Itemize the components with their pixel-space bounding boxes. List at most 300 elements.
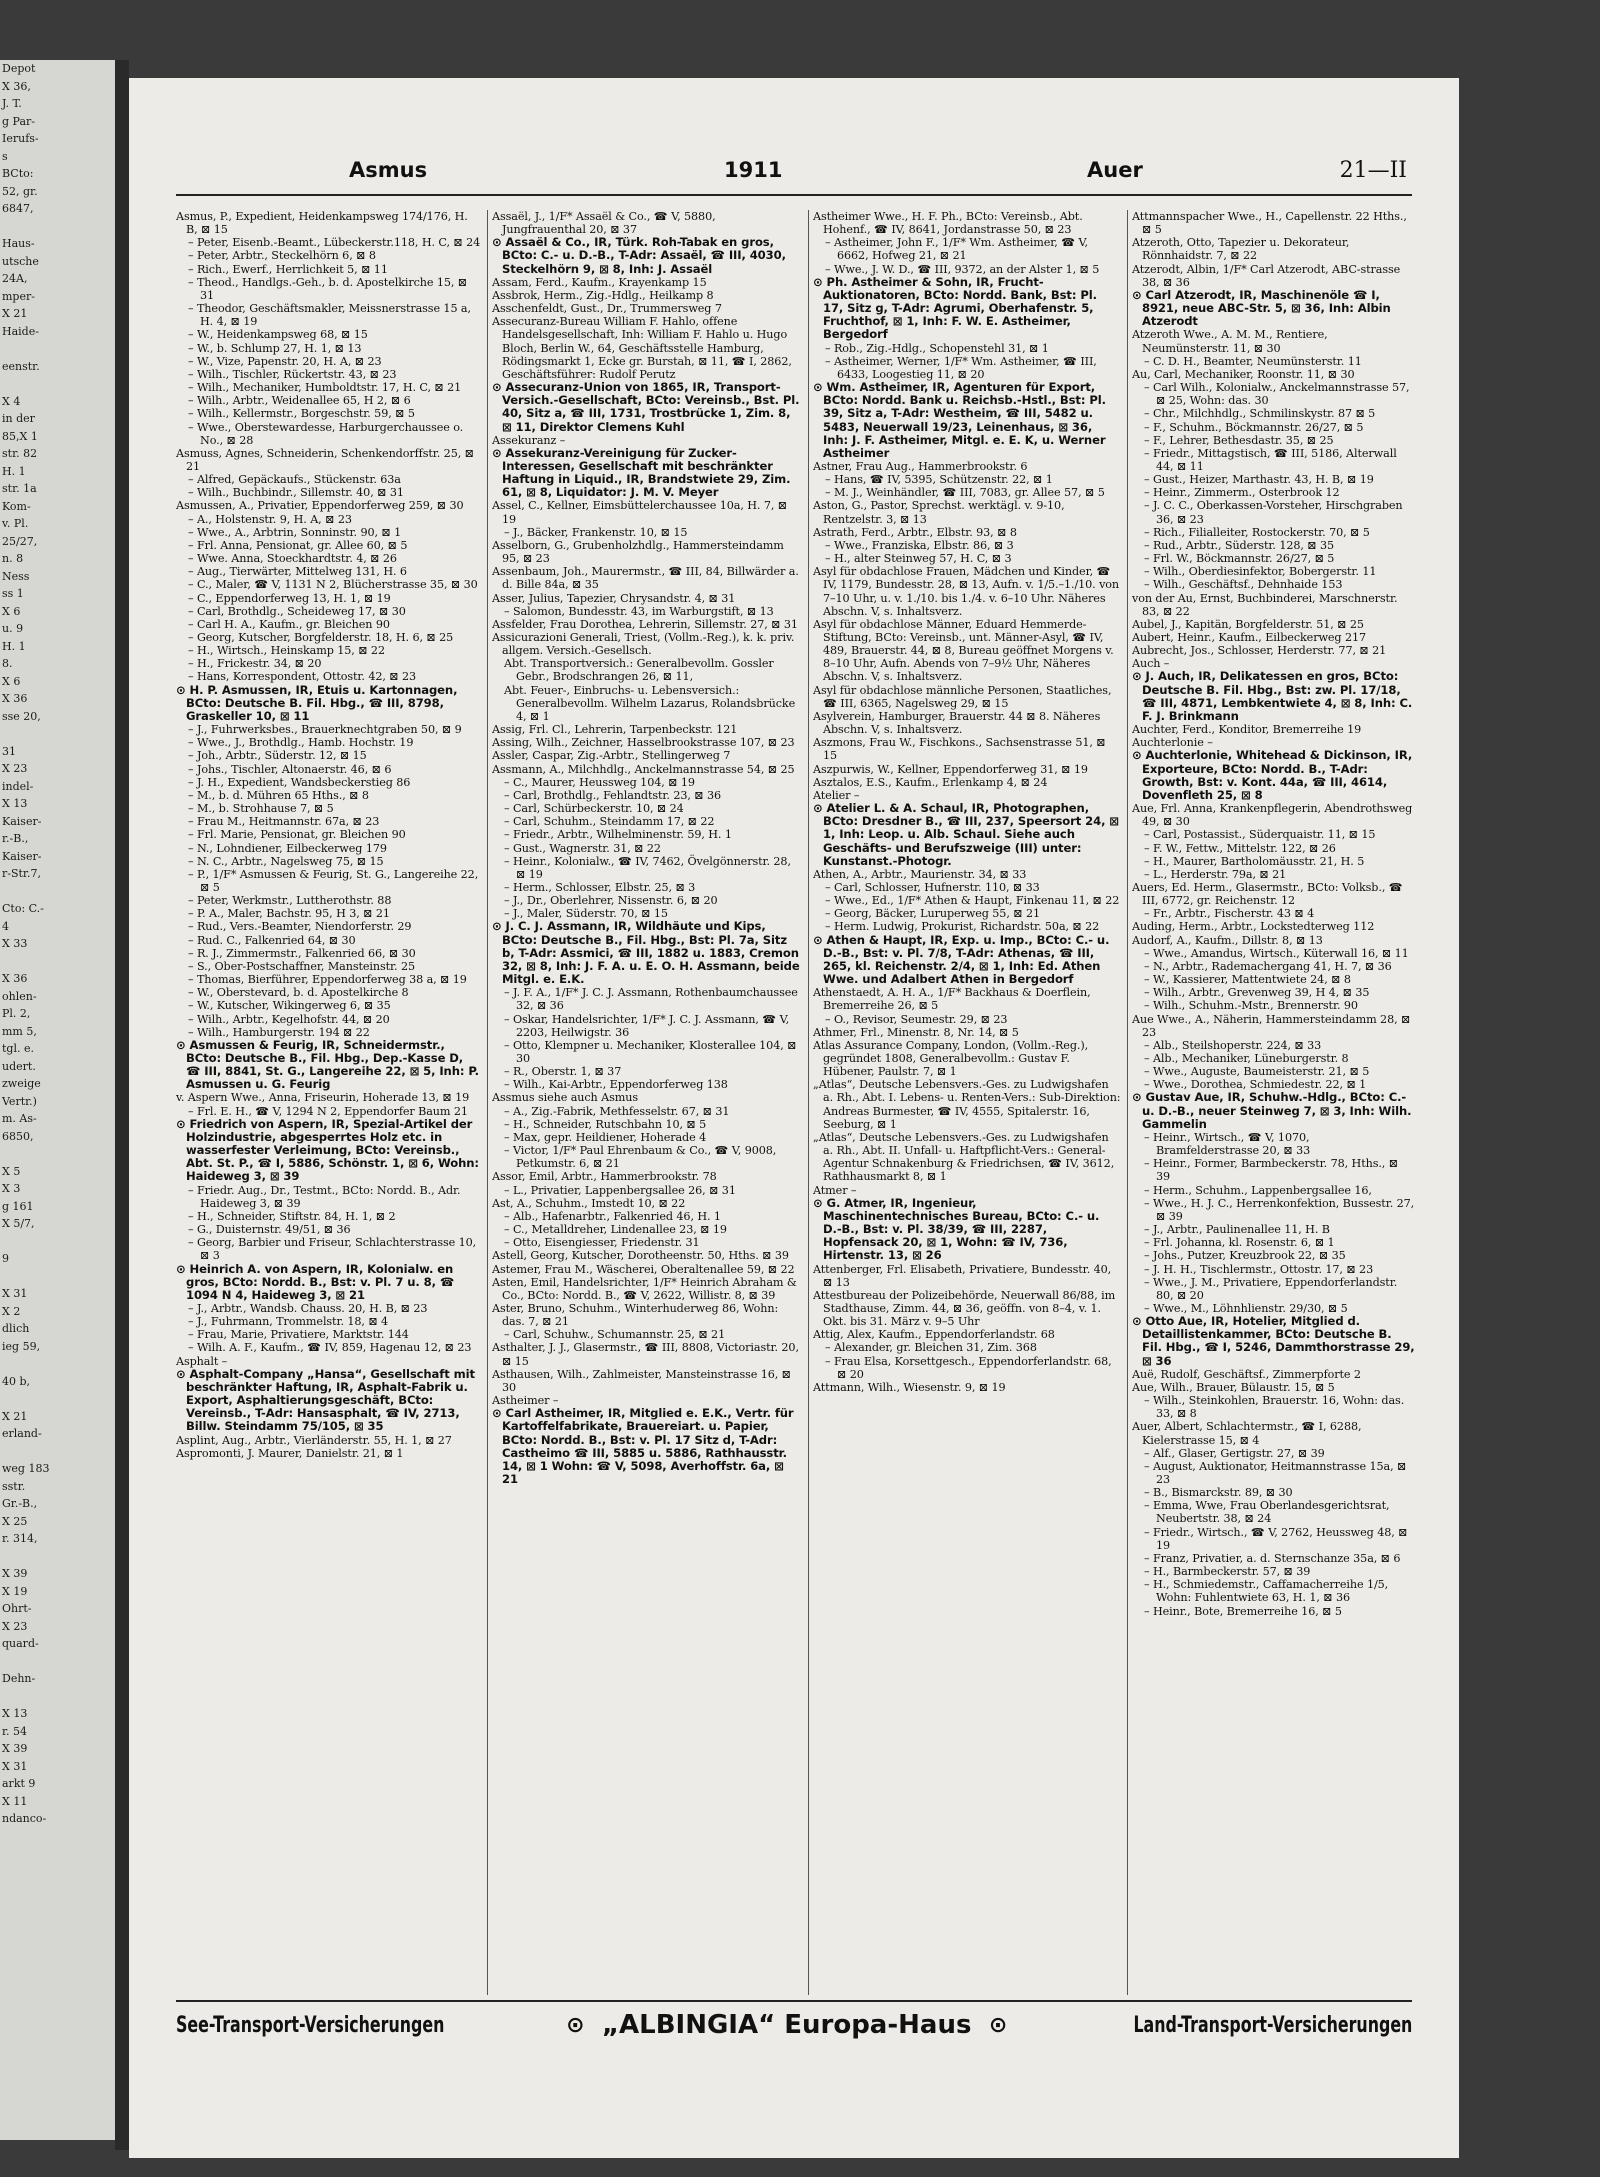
directory-entry: Astell, Georg, Kutscher, Dorotheenstr. 50, Hths. ⊠ 39 xyxy=(492,1249,789,1263)
directory-entry: – Wwe., Oberstewardesse, Harburgerchaussee o. No., ⊠ 28 xyxy=(188,420,464,447)
directory-entry: – Wilh., Geschäftsf., Dehnhaide 153 xyxy=(1144,578,1343,592)
directory-entry: – Wwe., J. M., Privatiere, Eppendorferlandstr. 80, ⊠ 20 xyxy=(1144,1275,1398,1302)
directory-entry: – Wwe., H. J. C., Herrenkonfektion, Bussestr. 27, ⊠ 39 xyxy=(1144,1196,1415,1223)
directory-entry: – Carl, Brothdlg., Scheideweg 17, ⊠ 30 xyxy=(188,604,406,618)
directory-entry: Atzeroth, Otto, Tapezier u. Dekorateur, Rönnhaidstr. 7, ⊠ 22 xyxy=(1132,236,1350,263)
prev-page-line: Pl. 2, xyxy=(2,1007,31,1020)
directory-entry: – Theodor, Geschäftsmakler, Meissnerstrasse 15 a, H. 4, ⊠ 19 xyxy=(188,302,471,329)
prev-page-line: X 3 xyxy=(2,1182,21,1195)
directory-entry: – Frl. Anna, Pensionat, gr. Allee 60, ⊠ 5 xyxy=(188,538,408,552)
prev-page-line: Kaiser- xyxy=(2,814,42,828)
directory-entry: Asthalter, J. J., Glasermstr., ☎ III, 8808, Victoriastr. 20, ⊠ 15 xyxy=(492,1341,799,1368)
firm-entry: ⊙ J. Auch, IR, Delikatessen en gros, BCto: Deutsche B. Fil. Hbg., Bst: zw. Pl. 17/18, ☎ III, 4871, Lembkentwiete 4, ⊠ 8, Inh: C. F. J. Brinkmann xyxy=(1132,669,1413,723)
directory-entry: – Friedr., Mittagstisch, ☎ III, 5186, Alterwall 44, ⊠ 11 xyxy=(1144,446,1397,473)
directory-entry: Assfelder, Frau Dorothea, Lehrerin, Sillemstr. 27, ⊠ 31 xyxy=(492,617,798,631)
prev-page-line: 52, gr. xyxy=(2,184,38,198)
directory-entry: – Rich., Ewerf., Herrlichkeit 5, ⊠ 11 xyxy=(188,262,388,276)
prev-page-line: X 21 xyxy=(2,1409,28,1423)
prev-page-line: X 25 xyxy=(2,1514,28,1528)
directory-entry: – Carl H. A., Kaufm., gr. Bleichen 90 xyxy=(188,617,390,631)
directory-entry: – G., Duisternstr. 49/51, ⊠ 36 xyxy=(188,1223,351,1237)
directory-entry: – W., Vize, Papenstr. 20, H. A, ⊠ 23 xyxy=(188,354,382,368)
prev-page-line: Ness xyxy=(2,569,30,583)
directory-entry: Aue, Wilh., Brauer, Bülaustr. 15, ⊠ 5 xyxy=(1132,1380,1335,1394)
directory-entry: – Frl. Marie, Pensionat, gr. Bleichen 90 xyxy=(188,828,406,842)
prev-page-line xyxy=(0,1688,115,1706)
prev-page-line: X 31 xyxy=(2,1759,28,1773)
directory-entry: Auding, Herm., Arbtr., Lockstedterweg 112 xyxy=(1132,920,1375,934)
directory-entry: – Chr., Milchhdlg., Schmilinskystr. 87 ⊠ 5 xyxy=(1144,407,1376,421)
prev-page-line xyxy=(0,953,115,971)
prev-page-line: 4 xyxy=(2,919,9,933)
prev-page-line: X 4 xyxy=(2,394,21,408)
firm-entry: ⊙ Assekuranz-Vereinigung für Zucker-Interessen, Gesellschaft mit beschränkter Haftung in Liquid., IR, Brandstwiete 29, Zim. 61, ⊠ 8, Liquidator: J. M. V. Meyer xyxy=(492,445,791,500)
prev-page-line: ss 1 xyxy=(2,587,24,600)
directory-entry: Astemer, Frau M., Wäscherei, Oberaltenallee 59, ⊠ 22 xyxy=(492,1262,795,1276)
prev-page-line: X 13 xyxy=(2,1707,28,1720)
directory-entry: Attmann, Wilh., Wiesenstr. 9, ⊠ 19 xyxy=(813,1380,1006,1394)
entries-column-4 xyxy=(1132,210,1415,1995)
directory-entry: – Johs., Tischler, Altonaerstr. 46, ⊠ 6 xyxy=(188,762,392,776)
prev-page-line: 8. xyxy=(2,657,13,670)
directory-entry: – J. H., Expedient, Wandsbeckerstieg 86 xyxy=(188,775,411,789)
directory-entry: – Carl, Schlosser, Hufnerstr. 110, ⊠ 33 xyxy=(825,880,1040,894)
directory-entry: Abt. Transportversich.: Generalbevollm. Gossler Gebr., Brodschrangen 26, ⊠ 11, xyxy=(504,657,774,684)
prev-page-line: 25/27, xyxy=(2,534,38,548)
directory-entry: Assig, Frl. Cl., Lehrerin, Tarpenbeckstr. 121 xyxy=(492,723,738,737)
directory-entry: Assicurazioni Generali, Triest, (Vollm.-Reg.), k. k. priv. allgem. Versich.-Gesellsch. xyxy=(492,631,795,658)
directory-entry: – Victor, 1/F* Paul Ehrenbaum & Co., ☎ V, 9008, Petkumstr. 6, ⊠ 21 xyxy=(504,1144,777,1171)
directory-entry: Assmus siehe auch Asmus xyxy=(492,1091,638,1105)
directory-entry: – H., Schneider, Rutschbahn 10, ⊠ 5 xyxy=(504,1117,707,1131)
directory-entry: – W., Oberstevard, b. d. Apostelkirche 8 xyxy=(188,986,409,1000)
directory-entry: – Heinr., Former, Barmbeckerstr. 78, Hths., ⊠ 39 xyxy=(1144,1157,1398,1184)
entries-column-2 xyxy=(492,210,802,1995)
directory-entry: – August, Auktionator, Heitmannstrasse 15a, ⊠ 23 xyxy=(1144,1459,1407,1486)
directory-entry: – Alb., Hafenarbtr., Falkenried 46, H. 1 xyxy=(504,1209,721,1223)
directory-entry: – Wilh., Buchbindr., Sillemstr. 40, ⊠ 31 xyxy=(188,486,404,500)
prev-page-line: X 36, xyxy=(2,79,31,93)
directory-entry: Auchterlonie – xyxy=(1132,736,1213,750)
directory-entry: – J., Dr., Oberlehrer, Nissenstr. 6, ⊠ 20 xyxy=(504,894,718,908)
prev-page-line: X 36 xyxy=(2,692,28,705)
directory-entry: Astner, Frau Aug., Hammerbrookstr. 6 xyxy=(813,459,1028,473)
directory-entry: Aszmons, Frau W., Fischkons., Sachsenstrasse 51, ⊠ 15 xyxy=(813,736,1106,763)
prev-page-line: 6850, xyxy=(2,1129,34,1143)
prev-page-line: 31 xyxy=(2,744,16,758)
directory-entry: Asselborn, G., Grubenholzhdlg., Hammersteindamm 95, ⊠ 23 xyxy=(492,538,784,566)
directory-entry: Aue Wwe., A., Näherin, Hammersteindamm 28, ⊠ 23 xyxy=(1132,1012,1411,1039)
directory-entry: Auch – xyxy=(1132,657,1170,671)
prev-page-line: X 5/7, xyxy=(2,1217,35,1230)
advertisement-footer xyxy=(176,2008,1412,2042)
directory-entry: Astheimer – xyxy=(492,1394,559,1408)
prev-page-line: Kaiser- xyxy=(2,849,42,863)
directory-entry: – Alb., Steilshoperstr. 224, ⊠ 33 xyxy=(1144,1038,1322,1052)
prev-page-line: X 21 xyxy=(2,307,28,320)
prev-page-line: v. Pl. xyxy=(2,517,29,530)
header-rule xyxy=(176,194,1412,196)
directory-entry: – J., Arbtr., Wandsb. Chauss. 20, H. B, ⊠ 23 xyxy=(188,1301,428,1315)
directory-entry: Attmannspacher Wwe., H., Capellenstr. 22 Hths., ⊠ 5 xyxy=(1132,210,1407,237)
directory-entry: – Aug., Tierwärter, Mittelweg 131, H. 6 xyxy=(188,565,407,579)
directory-entry: – Wilh., Steinkohlen, Brauerstr. 16, Wohn: das. 33, ⊠ 8 xyxy=(1144,1394,1405,1421)
prev-page-line: g Par- xyxy=(2,114,35,128)
directory-entry: Aubel, J., Kapitän, Borgfelderstr. 51, ⊠ 25 xyxy=(1132,617,1364,631)
directory-entry: – Wilh., Kellermstr., Borgeschstr. 59, ⊠ 5 xyxy=(188,407,415,421)
firm-entry: ⊙ Asmussen & Feurig, IR, Schneidermstr., BCto: Deutsche B., Fil. Hbg., Dep.-Kasse D, ☎ III, 8841, St. G., Langereihe 22, ⊠ 5, Inh: P. Asmussen u. G. Feurig xyxy=(176,1037,479,1092)
directory-entry: Assam, Ferd., Kaufm., Krayenkamp 15 xyxy=(492,275,707,289)
footer-rule xyxy=(176,2000,1412,2002)
directory-entry: – Astheimer, Werner, 1/F* Wm. Astheimer, ☎ III, 6433, Loogestieg 11, ⊠ 20 xyxy=(825,354,1097,381)
directory-entry: Attenberger, Frl. Elisabeth, Privatiere, Bundesstr. 40, ⊠ 13 xyxy=(813,1262,1112,1289)
directory-entry: – S., Ober-Postschaffner, Mansteinstr. 25 xyxy=(188,959,416,973)
prev-page-line: s xyxy=(2,149,8,163)
prev-page-line: str. 1a xyxy=(2,482,37,495)
directory-entry: – Wwe., Dorothea, Schmiedestr. 22, ⊠ 1 xyxy=(1144,1078,1367,1092)
directory-entry: Asztalos, E.S., Kaufm., Erlenkamp 4, ⊠ 24 xyxy=(813,775,1048,789)
prev-page-line: Ohrt- xyxy=(2,1602,32,1615)
directory-entry: – Peter, Eisenb.-Beamt., Lübeckerstr.118, H. C, ⊠ 24 xyxy=(188,236,481,250)
directory-entry: – F. W., Fettw., Mittelstr. 122, ⊠ 26 xyxy=(1144,841,1336,855)
directory-entry: – H., Schneider, Stiftstr. 84, H. 1, ⊠ 2 xyxy=(188,1209,396,1223)
prev-page-line: eenstr. xyxy=(2,359,40,373)
directory-entry: – H., Schmiedemstr., Caffamacherreihe 1/5, Wohn: Fuhlentwiete 63, H. 1, ⊠ 36 xyxy=(1144,1578,1389,1605)
directory-entry: – L., Privatier, Lappenbergsallee 26, ⊠ 31 xyxy=(504,1183,736,1197)
directory-entry: – J., Maler, Süderstr. 70, ⊠ 15 xyxy=(504,907,668,921)
directory-entry: Aspromonti, J. Maurer, Danielstr. 21, ⊠ 1 xyxy=(176,1446,404,1460)
directory-entry: Astrath, Ferd., Arbtr., Elbstr. 93, ⊠ 8 xyxy=(813,525,1017,539)
directory-entry: – Frl. E. H., ☎ V, 1294 N 2, Eppendorfer Baum 21 xyxy=(188,1104,468,1118)
firm-entry: ⊙ Carl Atzerodt, IR, Maschinenöle ☎ I, 8921, neue ABC-Str. 5, ⊠ 36, Inh: Albin Atzerodt xyxy=(1132,287,1391,329)
directory-entry: Attig, Alex, Kaufm., Eppendorferlandstr. 68 xyxy=(813,1328,1055,1342)
firm-entry: ⊙ Gustav Aue, IR, Schuhw.-Hdlg., BCto: C.- u. D.-B., neuer Steinweg 7, ⊠ 3, Inh: Wilh. Gammelin xyxy=(1132,1090,1412,1131)
directory-entry: – Fr., Arbtr., Fischerstr. 43 ⊠ 4 xyxy=(1144,907,1315,921)
prev-page-line: ndanco- xyxy=(2,1812,47,1825)
directory-entry: v. Aspern Wwe., Anna, Friseurin, Hoherade 13, ⊠ 19 xyxy=(176,1091,470,1105)
prev-page-line: 40 b, xyxy=(2,1374,31,1388)
directory-entry: – Peter, Arbtr., Steckelhörn 6, ⊠ 8 xyxy=(188,249,376,263)
directory-entry: – Salomon, Bundesstr. 43, im Warburgstift, ⊠ 13 xyxy=(504,604,774,618)
directory-entry: – Gust., Heizer, Marthastr. 43, H. B, ⊠ 19 xyxy=(1144,473,1374,487)
directory-entry: – L., Herderstr. 79a, ⊠ 21 xyxy=(1144,867,1287,881)
footer-left-text: See-Transport-Versicherungen xyxy=(176,2012,445,2038)
directory-entry: – A., Zig.-Fabrik, Methfesselstr. 67, ⊠ 31 xyxy=(504,1104,730,1118)
firm-entry: ⊙ Assecuranz-Union von 1865, IR, Transport-Versich.-Gesellschaft, BCto: Vereinsb., Bst. Pl. 40, Sitz a, ☎ III, 1731, Trostbrücke 1, Zim. 8, ⊠ 11, Direktor Clemens Kuhl xyxy=(492,380,800,434)
page-number: 21—II xyxy=(1339,158,1407,183)
directory-entry: – Peter, Werkmstr., Luttherothstr. 88 xyxy=(188,894,392,908)
prev-page-line: utsche xyxy=(2,254,39,268)
directory-entry: Asthausen, Wilh., Zahlmeister, Mansteinstrasse 16, ⊠ 30 xyxy=(492,1367,791,1394)
directory-entry: – F., Schuhm., Böckmannstr. 26/27, ⊠ 5 xyxy=(1144,420,1364,434)
directory-entry: Athmer, Frl., Minenstr. 8, Nr. 14, ⊠ 5 xyxy=(813,1025,1019,1039)
firm-entry: ⊙ Assaël & Co., IR, Türk. Roh-Tabak en gros, BCto: C.- u. D.-B., T-Adr: Assaël, ☎ III, 4030, Steckelhörn 9, ⊠ 8, Inh: J. Assaël xyxy=(492,235,786,276)
firm-entry: ⊙ H. P. Asmussen, IR, Etuis u. Kartonnagen, BCto: Deutsche B. Fil. Hbg., ☎ III, 8798, Graskeller 10, ⊠ 11 xyxy=(176,682,458,723)
directory-entry: – Max, gepr. Heildiener, Hoherade 4 xyxy=(504,1130,707,1144)
directory-entry: „Atlas“, Deutsche Lebensvers.-Ges. zu Ludwigshafen a. Rh., Abt. II. Unfall- u. Haftpflicht-Vers.: General-Agentur Schnakenburg & Friedrichsen, ☎ IV, 3612, Rathhausmarkt 8, ⊠ 1 xyxy=(813,1130,1115,1184)
prev-page-line: 9 xyxy=(2,1252,9,1265)
directory-entry: – W., Kutscher, Wikingerweg 6, ⊠ 35 xyxy=(188,999,391,1013)
directory-entry: Assecuranz-Bureau William F. Hahlo, offene Handelsgesellschaft, Inh: William F. Hahlo u. Hugo Bloch, Berlin W., 64, Geschäftsstelle Hamburg, Rödingsmarkt 1, Ecke gr. Burstah, ⊠ 11, ☎ I, 2862, Geschäftsführer: Rudolf Perutz xyxy=(492,315,792,381)
directory-entry: – Herm., Schuhm., Lappenbergsallee 16, xyxy=(1144,1183,1372,1197)
directory-entry: – H., Barmbeckerstr. 57, ⊠ 39 xyxy=(1144,1565,1311,1579)
directory-entry: Atzeroth Wwe., A. M. M., Rentiere, Neumünsterstr. 11, ⊠ 30 xyxy=(1132,328,1328,355)
footer-center-text: „ALBINGIA“ Europa-Haus xyxy=(601,2010,972,2040)
directory-entry: Atzerodt, Albin, 1/F* Carl Atzerodt, ABC-strasse 38, ⊠ 36 xyxy=(1132,262,1401,289)
directory-entry: – C., Maurer, Heussweg 104, ⊠ 19 xyxy=(504,775,695,789)
directory-entry: – Hans, ☎ IV, 5395, Schützenstr. 22, ⊠ 1 xyxy=(825,473,1053,487)
prev-page-line: sstr. xyxy=(2,1479,26,1493)
directory-entry: – Frau M., Heitmannstr. 67a, ⊠ 23 xyxy=(188,815,380,829)
directory-entry: – B., Bismarckstr. 89, ⊠ 30 xyxy=(1144,1486,1293,1500)
directory-entry: Aubert, Heinr., Kaufm., Eilbeckerweg 217 xyxy=(1132,631,1367,644)
directory-entry: Aster, Bruno, Schuhm., Winterhuderweg 86, Wohn: das. 7, ⊠ 21 xyxy=(492,1301,779,1329)
directory-entry: – J. C. C., Oberkassen-Vorsteher, Hirschgraben 36, ⊠ 23 xyxy=(1144,499,1403,526)
footer-bullet-icon: ⊙ xyxy=(988,2012,1008,2038)
prev-page-line: 85,X 1 xyxy=(2,429,38,443)
firm-entry: ⊙ Ph. Astheimer & Sohn, IR, Frucht-Auktionatoren, BCto: Nordd. Bank, Bst: Pl. 17, Sitz g, T-Adr: Agrumi, Oberhafenstr. 5, Fruchthof, ⊠ 1, Inh: F. W. E. Astheimer, Bergedorf xyxy=(813,274,1097,342)
directory-entry: – P., 1/F* Asmussen & Feurig, St. G., Langereihe 22, ⊠ 5 xyxy=(188,867,479,894)
prev-page-line: arkt 9 xyxy=(2,1777,36,1790)
directory-entry: – Wilh., Kai-Arbtr., Eppendorferweg 138 xyxy=(504,1078,728,1092)
footer-bullet-icon: ⊙ xyxy=(566,2012,585,2038)
directory-entry: – Alf., Glaser, Gertigstr. 27, ⊠ 39 xyxy=(1144,1446,1325,1460)
directory-entry: Auers, Ed. Herm., Glasermstr., BCto: Volksb., ☎ III, 6772, gr. Reichenstr. 12 xyxy=(1132,880,1403,908)
firm-entry: ⊙ J. C. J. Assmann, IR, Wildhäute und Kips, BCto: Deutsche B., Fil. Hbg., Bst: Pl. 7a, Sitz b, T-Adr: Assmici, ☎ III, 1882 u. 1883, Cremon 32, ⊠ 8, Inh: J. F. A. u. E. O. H. Assmann, beide Mitgl. e. E.K. xyxy=(492,919,800,987)
directory-entry: Athenstaedt, A. H. A., 1/F* Backhaus & Doerflein, Bremerreihe 26, ⊠ 5 xyxy=(813,986,1091,1013)
directory-entry: – W., Heidenkampsweg 68, ⊠ 15 xyxy=(188,328,368,342)
directory-entry: – J., Bäcker, Frankenstr. 10, ⊠ 15 xyxy=(504,525,688,539)
directory-entry: – H., Frickestr. 34, ⊠ 20 xyxy=(188,657,322,671)
directory-entry: – Theod., Handlgs.-Geh., b. d. Apostelkirche 15, ⊠ 31 xyxy=(188,275,468,302)
directory-entry: – Wilh., Hamburgerstr. 194 ⊠ 22 xyxy=(188,1025,370,1039)
directory-entry: – J. H. H., Tischlermstr., Ottostr. 17, ⊠ 23 xyxy=(1144,1262,1374,1276)
directory-entry: Asmus, P., Expedient, Heidenkampsweg 174/176, H. B, ⊠ 15 xyxy=(176,210,468,237)
directory-page xyxy=(129,78,1459,2158)
prev-page-line: X 6 xyxy=(2,604,21,618)
directory-entry: – Frl. W., Böckmannstr. 26/27, ⊠ 5 xyxy=(1144,552,1335,566)
prev-page-line xyxy=(0,1653,115,1671)
prev-page-line: g 161 xyxy=(2,1199,34,1213)
prev-page-line: Gr.-B., xyxy=(2,1497,38,1510)
directory-entry: – Rich., Filialleiter, Rostockerstr. 70, ⊠ 5 xyxy=(1144,525,1370,539)
prev-page-line: dlich xyxy=(2,1322,30,1335)
directory-entry: – Wwe., A., Arbtrin, Sonninstr. 90, ⊠ 1 xyxy=(188,525,402,539)
directory-entry: Atmer – xyxy=(813,1183,857,1197)
directory-entry: – Emma, Wwe, Frau Oberlandesgerichtsrat, Neubertstr. 38, ⊠ 24 xyxy=(1144,1499,1390,1526)
directory-entry: Atelier – xyxy=(813,788,860,802)
directory-entry: – Carl, Brothdlg., Fehlandtstr. 23, ⊠ 36 xyxy=(504,788,722,802)
directory-entry: – Carl, Schuhw., Schumannstr. 25, ⊠ 21 xyxy=(504,1328,726,1342)
directory-entry: – C. D. H., Beamter, Neumünsterstr. 11 xyxy=(1144,354,1362,368)
prev-page-line: u. 9 xyxy=(2,622,24,635)
directory-entry: – Wwe., Auguste, Baumeisterstr. 21, ⊠ 5 xyxy=(1144,1065,1370,1079)
directory-entry: – Friedr., Arbtr., Wilhelminenstr. 59, H. 1 xyxy=(504,828,732,842)
directory-entry: Assmann, A., Milchhdlg., Anckelmannstrasse 54, ⊠ 25 xyxy=(492,762,795,776)
directory-entry: – Frau, Marie, Privatiere, Marktstr. 144 xyxy=(188,1328,409,1342)
directory-entry: – Rob., Zig.-Hdlg., Schopenstehl 31, ⊠ 1 xyxy=(825,341,1049,355)
entries-column-1 xyxy=(176,210,481,1995)
prev-page-line xyxy=(0,218,115,236)
directory-entry: – Wwe., Franziska, Elbstr. 86, ⊠ 3 xyxy=(825,538,1014,552)
directory-entry: – Wilh., Schuhm.-Mstr., Brennerstr. 90 xyxy=(1144,999,1358,1013)
directory-entry: – Johs., Putzer, Kreuzbrook 22, ⊠ 35 xyxy=(1144,1249,1346,1263)
directory-entry: Assekuranz – xyxy=(492,433,566,447)
directory-entry: – Otto, Klempner u. Mechaniker, Klosterallee 104, ⊠ 30 xyxy=(504,1038,797,1065)
prev-page-line: Haide- xyxy=(2,324,39,338)
prev-page-line: r. 54 xyxy=(2,1724,28,1738)
prev-page-line: mm 5, xyxy=(2,1024,37,1038)
directory-entry: Asylverein, Hamburger, Brauerstr. 44 ⊠ 8. Näheres Abschn. V, s. Inhaltsverz. xyxy=(813,709,1101,737)
firm-entry: ⊙ Heinrich A. von Aspern, IR, Kolonialw. en gros, BCto: Nordd. B., Bst: v. Pl. 7 u. 8, ☎ 1094 N 4, Haideweg 3, ⊠ 21 xyxy=(176,1261,455,1302)
prev-page-line xyxy=(0,1268,115,1286)
directory-entry: Attestbureau der Polizeibehörde, Neuerwall 86/88, im Stadthause, Zimm. 44, ⊠ 36, geöffn. von 8–4, v. 1. Okt. bis 31. März v. 9–5 Uhr xyxy=(813,1288,1116,1329)
directory-entry: Assbrok, Herm., Zig.-Hdlg., Heilkamp 8 xyxy=(492,288,714,302)
prev-page-line: Depot xyxy=(2,62,36,75)
prev-page-line: in der xyxy=(2,412,35,425)
firm-entry: ⊙ Auchterlonie, Whitehead & Dickinson, IR, Exporteure, BCto: Nordd. B., T-Adr: Growth, Bst: v. Kont. 44a, ☎ III, 4614, Dovenfleth 25, ⊠ 8 xyxy=(1132,748,1413,802)
directory-entry: – Hans, Korrespondent, Ottostr. 42, ⊠ 23 xyxy=(188,670,417,684)
directory-entry: Auë, Rudolf, Geschäftsf., Zimmerpforte 2 xyxy=(1132,1367,1361,1381)
prev-page-line: n. 8 xyxy=(2,552,24,565)
directory-entry: – Heinr., Kolonialw., ☎ IV, 7462, Övelgönnerstr. 28, ⊠ 19 xyxy=(504,854,791,881)
firm-entry: ⊙ Atelier L. & A. Schaul, IR, Photographen, BCto: Dresdner B., ☎ III, 237, Speersort 24, ⊠ 1, Inh: Leop. u. Alb. Schaul. Siehe auch Geschäfts- und Berufszweige (III) unter: Kunstanst.-Photogr. xyxy=(813,801,1119,868)
directory-entry: – Otto, Eisengiesser, Friedenstr. 31 xyxy=(504,1236,700,1250)
firm-entry: ⊙ Asphalt-Company „Hansa“, Gesellschaft mit beschränkter Haftung, IR, Asphalt-Fabrik u. Export, Asphaltierungsgeschäft, BCto: Vereinsb., T-Adr: Hansasphalt, ☎ IV, 2713, Billw. Steindamm 75/105, ⊠ 35 xyxy=(176,1366,475,1434)
directory-entry: – M., b. d. Mühren 65 Hths., ⊠ 8 xyxy=(188,788,369,802)
prev-page-line: X 31 xyxy=(2,1287,28,1300)
directory-entry: Aszpurwis, W., Kellner, Eppendorferweg 31, ⊠ 19 xyxy=(813,762,1088,776)
prev-page-line: X 39 xyxy=(2,1742,28,1755)
prev-page-line: ohlen- xyxy=(2,989,37,1003)
firm-entry: ⊙ Athen & Haupt, IR, Exp. u. Imp., BCto: C.- u. D.-B., Bst: v. Pl. 7/8, T-Adr: Athenas, ☎ III, 265, kl. Reichenstr. 2/4, ⊠ 1, Inh: Ed. Athen Wwe. und Adalbert Athen in Bergedorf xyxy=(813,932,1110,987)
directory-entry: – Thomas, Bierführer, Eppendorferweg 38 a, ⊠ 19 xyxy=(188,973,467,987)
directory-entry: – Franz, Privatier, a. d. Sternschanze 35a, ⊠ 6 xyxy=(1144,1551,1401,1565)
directory-entry: – Carl, Schuhm., Steindamm 17, ⊠ 22 xyxy=(504,815,715,829)
column-divider xyxy=(808,210,809,1995)
directory-entry: – J., Arbtr., Paulinenallee 11, H. B xyxy=(1144,1223,1330,1237)
directory-entry: – Heinr., Bote, Bremerreihe 16, ⊠ 5 xyxy=(1144,1604,1342,1618)
prev-page-line: X 6 xyxy=(2,674,21,688)
directory-entry: – Rud. C., Falkenried 64, ⊠ 30 xyxy=(188,933,356,947)
directory-entry: Asmussen, A., Privatier, Eppendorferweg 259, ⊠ 30 xyxy=(176,499,464,513)
directory-entry: Atlas Assurance Company, London, (Vollm.-Reg.), gegründet 1808, Generalbevollm.: Gustav F. Hübener, Paulstr. 7, ⊠ 1 xyxy=(813,1038,1089,1079)
directory-entry: – Wilh., Tischler, Rückertstr. 43, ⊠ 23 xyxy=(188,367,397,381)
directory-entry: – N. C., Arbtr., Nagelsweg 75, ⊠ 15 xyxy=(188,854,384,868)
directory-entry: – Frau Elsa, Korsettgesch., Eppendorferlandstr. 68, ⊠ 20 xyxy=(825,1354,1112,1381)
directory-entry: – Carl Wilh., Kolonialw., Anckelmannstrasse 57, ⊠ 25, Wohn: das. 30 xyxy=(1144,381,1410,408)
header-left-name: Asmus xyxy=(349,158,428,182)
prev-page-line: weg 183 xyxy=(2,1462,50,1475)
directory-entry: – W., b. Schlump 27, H. 1, ⊠ 13 xyxy=(188,341,362,355)
directory-entry: – Wwe., M., Löhnhlienstr. 29/30, ⊠ 5 xyxy=(1144,1301,1348,1315)
prev-page-line: Haus- xyxy=(2,237,35,250)
directory-entry: Assel, C., Kellner, Eimsbüttelerchaussee 10a, H. 7, ⊠ 19 xyxy=(492,499,788,526)
prev-page-line: Cto: C.- xyxy=(2,902,44,915)
directory-entry: – C., Metalldreher, Lindenallee 23, ⊠ 19 xyxy=(504,1223,727,1237)
directory-entry: „Atlas“, Deutsche Lebensvers.-Ges. zu Ludwigshafen a. Rh., Abt. I. Lebens- u. Renten-Vers.: Sub-Direktion: Andreas Burmester, ☎ IV, 4555, Spitalerstr. 16, Seeburg, ⊠ 1 xyxy=(813,1078,1121,1131)
directory-entry: – Heinr., Wirtsch., ☎ V, 1070, Bramfelderstrasse 20, ⊠ 33 xyxy=(1144,1130,1311,1158)
prev-page-line xyxy=(0,1390,115,1408)
prev-page-line xyxy=(0,1548,115,1566)
prev-page-line: Dehn- xyxy=(2,1672,36,1685)
prev-page-line xyxy=(0,340,115,358)
prev-page-line xyxy=(0,1145,115,1163)
prev-page-line xyxy=(0,1355,115,1373)
directory-entry: – Wilh., Arbtr., Weidenallee 65, H 2, ⊠ 6 xyxy=(188,394,411,408)
prev-page-line: 6847, xyxy=(2,202,34,215)
directory-entry: – Astheimer, John F., 1/F* Wm. Astheimer, ☎ V, 6662, Hofweg 21, ⊠ 21 xyxy=(825,236,1088,263)
prev-page-line: Kom- xyxy=(2,499,31,513)
previous-page-fragment xyxy=(0,60,115,2140)
directory-entry: Auchter, Ferd., Konditor, Bremerreihe 19 xyxy=(1132,723,1362,737)
prev-page-line: J. T. xyxy=(2,97,22,110)
directory-entry: Assor, Emil, Arbtr., Hammerbrookstr. 78 xyxy=(492,1170,717,1184)
prev-page-line xyxy=(0,725,115,743)
directory-entry: – J., Fuhrmann, Trommelstr. 18, ⊠ 4 xyxy=(188,1315,389,1329)
prev-page-line: X 11 xyxy=(2,1794,28,1808)
directory-entry: Abt. Feuer-, Einbruchs- u. Lebensversich.: Generalbevollm. Wilhelm Lazarus, Rolandsbrücke 4, ⊠ 1 xyxy=(504,683,796,723)
directory-entry: Assaël, J., 1/F* Assaël & Co., ☎ V, 5880, Jungfrauenthal 20, ⊠ 37 xyxy=(492,210,716,237)
prev-page-line: r. 314, xyxy=(2,1532,38,1545)
prev-page-line: r-Str.7, xyxy=(2,867,41,880)
prev-page-line: X 2 xyxy=(2,1304,21,1318)
header-right-name: Auer xyxy=(1087,158,1143,182)
directory-entry: Asschenfeldt, Gust., Dr., Trummersweg 7 xyxy=(492,302,722,316)
directory-entry: – J. F. A., 1/F* J. C. J. Assmann, Rothenbaumchaussee 32, ⊠ 36 xyxy=(504,986,798,1013)
directory-entry: – H., Wirtsch., Heinskamp 15, ⊠ 22 xyxy=(188,644,385,658)
directory-entry: – Wwe., Ed., 1/F* Athen & Haupt, Finkenau 11, ⊠ 22 xyxy=(825,894,1120,908)
directory-entry: – Gust., Wagnerstr. 31, ⊠ 22 xyxy=(504,841,661,855)
directory-entry: von der Au, Ernst, Buchbinderei, Marschnerstr. 83, ⊠ 22 xyxy=(1132,591,1398,618)
prev-page-line: ieg 59, xyxy=(2,1339,41,1353)
directory-entry: Assenbaum, Joh., Maurermstr., ☎ III, 84, Billwärder a. d. Bille 84a, ⊠ 35 xyxy=(492,565,799,592)
prev-page-line: X 13 xyxy=(2,797,28,810)
prev-page-line: erland- xyxy=(2,1427,42,1440)
directory-entry: – M., b. Strohhause 7, ⊠ 5 xyxy=(188,802,334,816)
directory-entry: Assing, Wilh., Zeichner, Hasselbrookstrasse 107, ⊠ 23 xyxy=(492,736,795,750)
directory-entry: Assler, Caspar, Zig.-Arbtr., Stellingerweg 7 xyxy=(492,749,731,763)
prev-page-line xyxy=(0,375,115,393)
firm-entry: ⊙ Friedrich von Aspern, IR, Spezial-Artikel der Holzindustrie, abgesperrtes Holz etc. in wasserfester Verleimung, BCto: Vereinsb., Abt. St. P., ☎ I, 5886, Schönstr. 1, ⊠ 6, Wohn: Haideweg 3, ⊠ 39 xyxy=(176,1116,479,1184)
firm-entry: ⊙ Wm. Astheimer, IR, Agenturen für Export, BCto: Nordd. Bank u. Reichsb.-Hstl., Bst: Pl. 39, Sitz a, T-Adr: Westheim, ☎ III, 5482 u. 5483, Neuerwall 19/23, Leinenhaus, ⊠ 36, Inh: J. F. Astheimer, Mitgl. e. E. K, u. Werner Astheimer xyxy=(813,380,1106,460)
entries-column-3 xyxy=(813,210,1121,1995)
directory-entry: Asmuss, Agnes, Schneiderin, Schenkendorffstr. 25, ⊠ 21 xyxy=(176,446,474,473)
prev-page-line: H. 1 xyxy=(2,639,26,653)
header-year: 1911 xyxy=(724,158,783,182)
prev-page-line: X 23 xyxy=(2,1619,28,1633)
directory-entry: Aston, G., Pastor, Sprechst. werktägl. v. 9-10, Rentzelstr. 3, ⊠ 13 xyxy=(813,499,1065,526)
prev-page-line: X 39 xyxy=(2,1567,28,1580)
directory-entry: – Alb., Mechaniker, Lüneburgerstr. 8 xyxy=(1144,1052,1349,1065)
directory-entry: Au, Carl, Mechaniker, Roonstr. 11, ⊠ 30 xyxy=(1132,367,1355,381)
prev-page-line: X 5 xyxy=(2,1164,21,1178)
directory-entry: – J., Fuhrwerksbes., Brauerknechtgraben 50, ⊠ 9 xyxy=(188,723,462,737)
directory-entry: Aubrecht, Jos., Schlosser, Herderstr. 77, ⊠ 21 xyxy=(1132,644,1387,658)
directory-entry: – P. A., Maler, Bachstr. 95, H 3, ⊠ 21 xyxy=(188,907,390,921)
directory-entry: – Wwe., Amandus, Wirtsch., Küterwall 16, ⊠ 11 xyxy=(1144,946,1409,960)
directory-entry: – Wilh., Oberdiesinfektor, Bobergerstr. 11 xyxy=(1144,565,1377,579)
prev-page-line: H. 1 xyxy=(2,464,26,478)
directory-entry: – Georg, Kutscher, Borgfelderstr. 18, H. 6, ⊠ 25 xyxy=(188,631,454,644)
directory-entry: – W., Kassierer, Mattentwiete 24, ⊠ 8 xyxy=(1144,973,1351,987)
directory-entry: – C., Eppendorferweg 13, H. 1, ⊠ 19 xyxy=(188,591,391,605)
firm-entry: ⊙ Otto Aue, IR, Hotelier, Mitglied d. Detaillistenkammer, BCto: Deutsche B. Fil. Hbg., ☎ I, 5246, Dammthorstrasse 29, ⊠ 36 xyxy=(1132,1314,1415,1368)
prev-page-line: udert. xyxy=(2,1059,36,1073)
directory-entry: – Wilh. A. F., Kaufm., ☎ IV, 859, Hagenau 12, ⊠ 23 xyxy=(188,1341,472,1355)
directory-entry: – Rud., Vers.-Beamter, Niendorferstr. 29 xyxy=(188,920,412,934)
prev-page-line xyxy=(0,883,115,901)
